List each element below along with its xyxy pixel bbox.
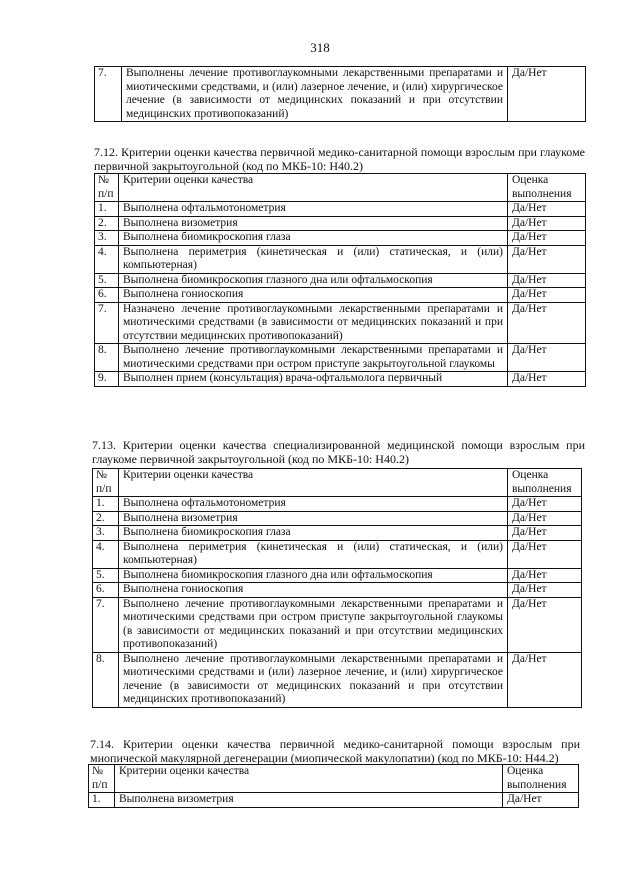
section-heading-7-13: 7.13. Критерии оценки качества специализированной медицинской помощи взрослым при глаукоме первичной закрытоугольной (код по МКБ-10: H40.2) [92,438,585,466]
row-criterion: Выполнена визометрия [119,216,508,231]
section-heading-7-12: 7.12. Критерии оценки качества первичной медико-санитарной помощи взрослым при глаукоме первичной закрытоугольной (код по МКБ-10: H40.2) [94,145,585,173]
table-row [93,511,582,526]
row-criterion: Выполнена периметрия (кинетическая и (или) статическая, и (или) компьютерная) [119,245,508,273]
section-heading-7-14: 7.14. Критерии оценки качества первичной медико-санитарной помощи взрослым при миопической макулярной дегенерации (миопической макулопатии) (код по МКБ-10: H44.2) [90,737,580,765]
table-row [93,597,582,652]
row-criterion: Выполнен прием (консультация) врача-офтальмолога первичный [119,372,508,387]
row-score: Да/Нет [508,273,586,288]
row-number: 3. [93,526,119,541]
table-row [93,497,582,512]
row-score: Да/Нет [508,245,586,273]
table-7-13 [92,468,582,708]
header-criteria: Критерии оценки качества [119,469,508,497]
row-criterion: Выполнена гониоскопия [119,583,508,598]
header-number: № п/п [95,174,119,202]
table-header-row [89,765,579,793]
table-row [93,526,582,541]
row-score: Да/Нет [508,526,582,541]
row-number: 6. [93,583,119,598]
row-score: Да/Нет [508,216,586,231]
row-criterion: Выполнена биомикроскопия глазного дна или офтальмоскопия [119,568,508,583]
row-criterion: Выполнена биомикроскопия глаза [119,526,508,541]
row-number: 5. [95,273,119,288]
row-score: Да/Нет [508,652,582,707]
table-row [95,231,586,246]
table-row [89,793,579,808]
table-row [95,245,586,273]
row-score: Да/Нет [508,568,582,583]
row-criterion: Выполнена биомикроскопия глазного дна или офтальмоскопия [119,273,508,288]
row-criterion: Выполнены лечение противоглаукомными лекарственными препаратами и миотическими средствами, и (или) лазерное лечение, и (или) хирургическое лечение (в зависимости от медицинских показаний и при отсутствии медицинских противопоказаний) [122,67,508,122]
row-criterion: Выполнена визометрия [115,793,503,808]
table-header-row [93,469,582,497]
table-row [95,372,586,387]
table-row [93,568,582,583]
table-row [95,216,586,231]
row-criterion: Выполнена офтальмотонометрия [119,202,508,217]
row-number: 1. [95,202,119,217]
table-row [95,288,586,303]
row-number: 7. [95,302,119,344]
row-score: Да/Нет [508,540,582,568]
row-criterion: Выполнено лечение противоглаукомными лекарственными препаратами и миотическими средствами при остром приступе закрытоугольной глаукомы [119,344,508,372]
row-number: 1. [89,793,115,808]
row-criterion: Выполнена гониоскопия [119,288,508,303]
header-score: Оценка выполнения [508,469,582,497]
row-number: 7. [93,597,119,652]
table-continuation [94,66,586,122]
table-row [95,344,586,372]
row-score: Да/Нет [503,793,579,808]
row-criterion: Выполнена биомикроскопия глаза [119,231,508,246]
header-criteria: Критерии оценки качества [119,174,508,202]
table-row [95,273,586,288]
header-number: № п/п [89,765,115,793]
header-number: № п/п [93,469,119,497]
row-score: Да/Нет [508,372,586,387]
table-row [95,302,586,344]
row-number: 8. [95,344,119,372]
row-number: 7. [95,67,122,122]
table-7-14 [88,764,579,808]
row-score: Да/Нет [508,288,586,303]
row-criterion: Выполнена визометрия [119,511,508,526]
row-score: Да/Нет [508,597,582,652]
row-number: 4. [93,540,119,568]
row-score: Да/Нет [508,511,582,526]
row-score: Да/Нет [508,231,586,246]
row-criterion: Выполнена периметрия (кинетическая и (или) статическая, и (или) компьютерная) [119,540,508,568]
row-criterion: Выполнено лечение противоглаукомными лекарственными препаратами и миотическими средствами и (или) лазерное лечение, и (или) хирургическое лечение (в зависимости от медицинских показаний и при отсутствии медицинских противопоказаний) [119,652,508,707]
header-score: Оценка выполнения [503,765,579,793]
row-score: Да/Нет [508,344,586,372]
row-criterion: Выполнена офтальмотонометрия [119,497,508,512]
row-number: 2. [95,216,119,231]
row-criterion: Назначено лечение противоглаукомными лекарственными препаратами и миотическими средствами (в зависимости от медицинских показаний и при отсутствии медицинских противопоказаний) [119,302,508,344]
table-7-12 [94,173,586,387]
row-score: Да/Нет [508,67,586,122]
row-number: 8. [93,652,119,707]
table-row [93,583,582,598]
row-criterion: Выполнено лечение противоглаукомными лекарственными препаратами и миотическими средствами при остром приступе закрытоугольной глаукомы (в зависимости от медицинских показаний и при отсутствии медицинских противопоказаний) [119,597,508,652]
row-number: 3. [95,231,119,246]
page-number: 318 [310,40,330,55]
table-row [93,652,582,707]
row-score: Да/Нет [508,302,586,344]
row-number: 5. [93,568,119,583]
header-criteria: Критерии оценки качества [115,765,503,793]
table-row [95,202,586,217]
table-row [93,540,582,568]
table-row [95,67,586,122]
row-number: 4. [95,245,119,273]
row-score: Да/Нет [508,202,586,217]
row-number: 9. [95,372,119,387]
row-number: 1. [93,497,119,512]
table-header-row [95,174,586,202]
row-number: 2. [93,511,119,526]
header-score: Оценка выполнения [508,174,586,202]
row-score: Да/Нет [508,497,582,512]
row-number: 6. [95,288,119,303]
row-score: Да/Нет [508,583,582,598]
